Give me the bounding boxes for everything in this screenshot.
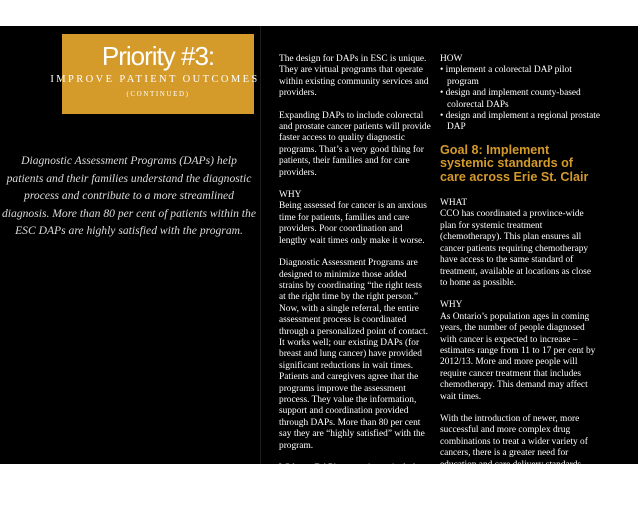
goal-heading: Goal 8: Implement systemic standards of care across Erie St. Clair [440,142,589,184]
intro-paragraph: The design for DAPs in ESC is unique. They are virtual programs that operate within existing community services and providers. [279,54,429,99]
why-heading: WHY [279,190,302,201]
what-paragraph: CCO has coordinated a province-wide plan for systemic treatment (chemotherapy). This plan ensures all cancer patients requiring chemotherapy have access to the same standard of treatment, available at locations as close to home as possible. [440,209,591,288]
pull-quote: Diagnostic Assessment Programs (DAPs) help patients and their families understand the diagnostic process and contribute to a more streamlined diagnosis. More than 80 per cent of patients within the ESC DAPs are highly satisfied with the program. [2,154,256,238]
right-column [440,54,600,482]
priority-title: Priority #3: [101,41,215,71]
dap-design-paragraph: Diagnostic Assessment Programs are designed to minimize those added strains by coordinating “the right tests at the right time by the right person.” Now, with a single referral, the entire assessment process is coordinated through a personalized point of contact. It works well; our existing DAPs (for breast and lung cancer) have provided significant reductions in wait times. Patients and caregivers agree that the programs improve the assessment process. They value the information, support and coordination provided through DAPs. More than 80 per cent say they are “highly satisfied” with the program. [279,258,428,451]
priority-subtitle: IMPROVE PATIENT OUTCOMES [50,74,260,85]
closing-paragraph: With the introduction of newer, more successful and more complex drug combinations to treat a wider variety of cancers, there is a greater need for education and care delivery standards. [440,413,588,470]
expansion-paragraph: Expanding DAPs to include colorectal and prostate cancer patients will provide faster access to quality diagnostic programs. That’s a very good thing for patients, their families and for care providers. [279,110,431,178]
page-spread [0,26,638,508]
priority-header-box [50,34,260,114]
list-item: • design and implement county-based colorectal DAPs [440,88,581,110]
dap-expansion-paragraph: With our DAP’s expansion to include colorectal and prostate cancer, many more patients will now enjoy the benefits of this successful program. [279,463,420,508]
list-item: • design and implement a regional prostate DAP [440,111,601,133]
why-paragraph: As Ontario’s population ages in coming years, the number of people diagnosed with cancer is expected to increase – estimates range from 11 to 17 per cent by 2012/13. More and more people will require cancer treatment that includes chemotherapy. This demand may affect wait times. [440,311,596,402]
why-paragraph: Being assessed for cancer is an anxious time for patients, families and care providers. Poor coordination and lengthy wait times only make it worse. [279,201,427,246]
continued-label: (CONTINUED) [126,90,190,98]
middle-column [279,54,431,520]
how-list [440,65,600,133]
why-heading: WHY [440,300,463,311]
list-item: • implement a colorectal DAP pilot program [440,65,572,87]
how-heading: HOW [440,54,463,64]
what-heading: WHAT [440,198,468,209]
left-column [0,26,261,464]
